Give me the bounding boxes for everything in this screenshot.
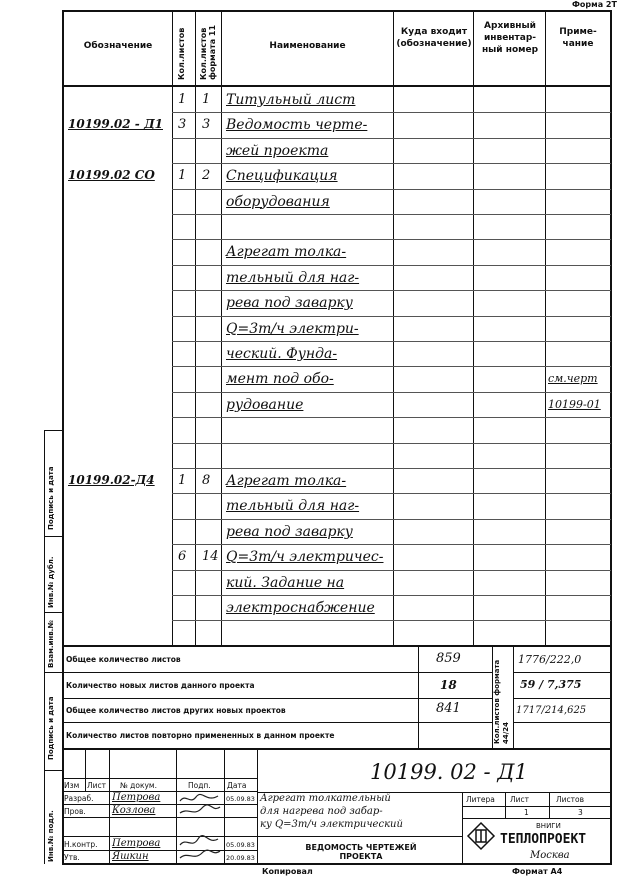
row-sheets: 1: [178, 473, 187, 488]
total-label-1: Количество новых листов данного проекта: [66, 681, 255, 690]
doc-number: 10199. 02 - Д1: [370, 760, 528, 784]
stamp-role-2: Н.контр.: [64, 840, 98, 849]
row-sheets: 6: [178, 549, 187, 565]
stamp-date-0: 05.09.83: [226, 795, 255, 803]
row-name: тельный для наг-: [226, 269, 360, 286]
col-header-sheets: Кол.листов: [177, 27, 186, 80]
doc-title: ВЕДОМОСТЬ ЧЕРТЕЖЕЙ ПРОЕКТА: [305, 843, 417, 861]
row-note: 10199-01: [548, 397, 601, 411]
total-a44-1: 59 / 7,375: [520, 678, 582, 691]
stamp-person-2: Петрова: [112, 838, 161, 849]
side-label-2: Взам.инв.№: [47, 620, 55, 668]
stamp-title-1: для нагрева под забар-: [260, 806, 383, 817]
footer-format: Формат А4: [512, 867, 563, 876]
row-name: Агрегат толка-: [226, 244, 347, 261]
row-name: электроснабжение: [226, 600, 375, 616]
row-sheets-a11: 2: [202, 168, 211, 184]
stamp-role-1: Пров.: [64, 807, 86, 816]
stamp-sheets-label: Листов: [556, 795, 585, 804]
stamp-person-1: Козлова: [112, 805, 156, 816]
total-a44-0: 1776/222,0: [518, 653, 582, 666]
total-label-2: Общее количество листов других новых проектов: [66, 706, 286, 715]
row-sheets-a11: 8: [202, 473, 211, 488]
org-small: ВНИГИ: [536, 822, 561, 830]
footer-copied: Копировал: [262, 867, 313, 876]
stamp-col-date: Дата: [227, 781, 247, 790]
stamp-date-3: 20.09.83: [226, 854, 255, 862]
row-name: рева под заварку: [226, 295, 353, 312]
row-name: Ведомость черте-: [226, 117, 368, 134]
row-sheets-a11: 1: [202, 92, 211, 107]
row-sheets-a11: 3: [202, 117, 211, 133]
col-header-included: Куда входит (обозначение): [396, 27, 472, 49]
row-sheets: 1: [178, 92, 187, 107]
row-name: Спецификация: [226, 168, 338, 185]
row-name: рудование: [226, 396, 304, 413]
total-label-0: Общее количество листов: [66, 655, 181, 664]
stamp-col-list: Лист: [87, 781, 107, 790]
row-name: мент под обо-: [226, 371, 334, 388]
stamp-col-sign: Подп.: [188, 781, 211, 790]
stamp-role-3: Утв.: [64, 853, 80, 862]
row-name: ческий. Фунда-: [226, 346, 338, 362]
stamp-litera: Литера: [466, 795, 495, 804]
stamp-col-izm: Изм: [64, 781, 80, 790]
total-value-0: 859: [436, 651, 461, 666]
stamp-person-3: Яшкин: [112, 851, 149, 862]
col-header-sheets-a11: Кол.листов формата 11: [199, 24, 217, 80]
row-sheets: 1: [178, 168, 187, 184]
total-value-2: 841: [436, 701, 461, 716]
stamp-sheet-label: Лист: [510, 795, 530, 804]
total-label-3: Количество листов повторно примененных в данном проекте: [66, 731, 335, 740]
row-name: кий. Задание на: [226, 574, 345, 591]
stamp-date-2: 05.09.83: [226, 841, 255, 849]
org-city: Москва: [530, 850, 570, 861]
stamp-col-doc: № докум.: [120, 781, 157, 790]
stamp-title-0: Агрегат толкательный: [260, 793, 391, 804]
row-name: Q=3m/ч электричес-: [226, 549, 384, 566]
side-label-0: Инв.№ подл.: [47, 810, 55, 862]
row-designation: 10199.02 СО: [68, 168, 155, 183]
side-label-1: Подпись и дата: [47, 696, 55, 760]
signature-icon: [178, 793, 223, 863]
stamp-sheets-value: 3: [578, 808, 583, 817]
row-name: жей проекта: [226, 142, 329, 159]
col-header-archive: Архивный инвентар-ный номер: [481, 21, 539, 55]
row-sheets-a11: 14: [202, 549, 219, 565]
row-name: Q=3m/ч электри-: [226, 320, 359, 337]
row-name: рева под заварку: [226, 523, 353, 540]
form-label: Форма 2Т: [572, 0, 617, 9]
side-label-3: Инв.№ дубл.: [47, 556, 55, 608]
total-a44-2: 1717/214,625: [516, 705, 587, 716]
col-header-note: Приме-чание: [559, 27, 597, 49]
col-header-designation: Обозначение: [83, 41, 153, 51]
row-name: Титульный лист: [226, 92, 356, 108]
totals-side-label: Кол.листов формата 44/24: [493, 659, 510, 744]
row-sheets: 3: [178, 117, 187, 133]
row-name: Агрегат толка-: [226, 473, 347, 489]
row-designation: 10199.02 - Д1: [68, 117, 163, 132]
stamp-title-2: ку Q=3m/ч электрический: [260, 819, 403, 830]
stamp-role-0: Разраб.: [64, 794, 94, 803]
row-designation: 10199.02-Д4: [68, 473, 155, 487]
stamp-sheet-value: 1: [524, 808, 529, 817]
col-header-name: Наименование: [269, 41, 346, 51]
total-value-1: 18: [440, 678, 457, 692]
row-name: оборудования: [226, 193, 330, 210]
row-note: см.черт: [548, 372, 598, 386]
stamp-person-0: Петрова: [112, 792, 161, 803]
org-name: ТЕПЛОПРОЕКТ: [500, 832, 587, 847]
row-name: тельный для наг-: [226, 498, 360, 515]
org-logo-icon: [466, 821, 496, 851]
side-label-4: Подпись и дата: [47, 466, 55, 530]
